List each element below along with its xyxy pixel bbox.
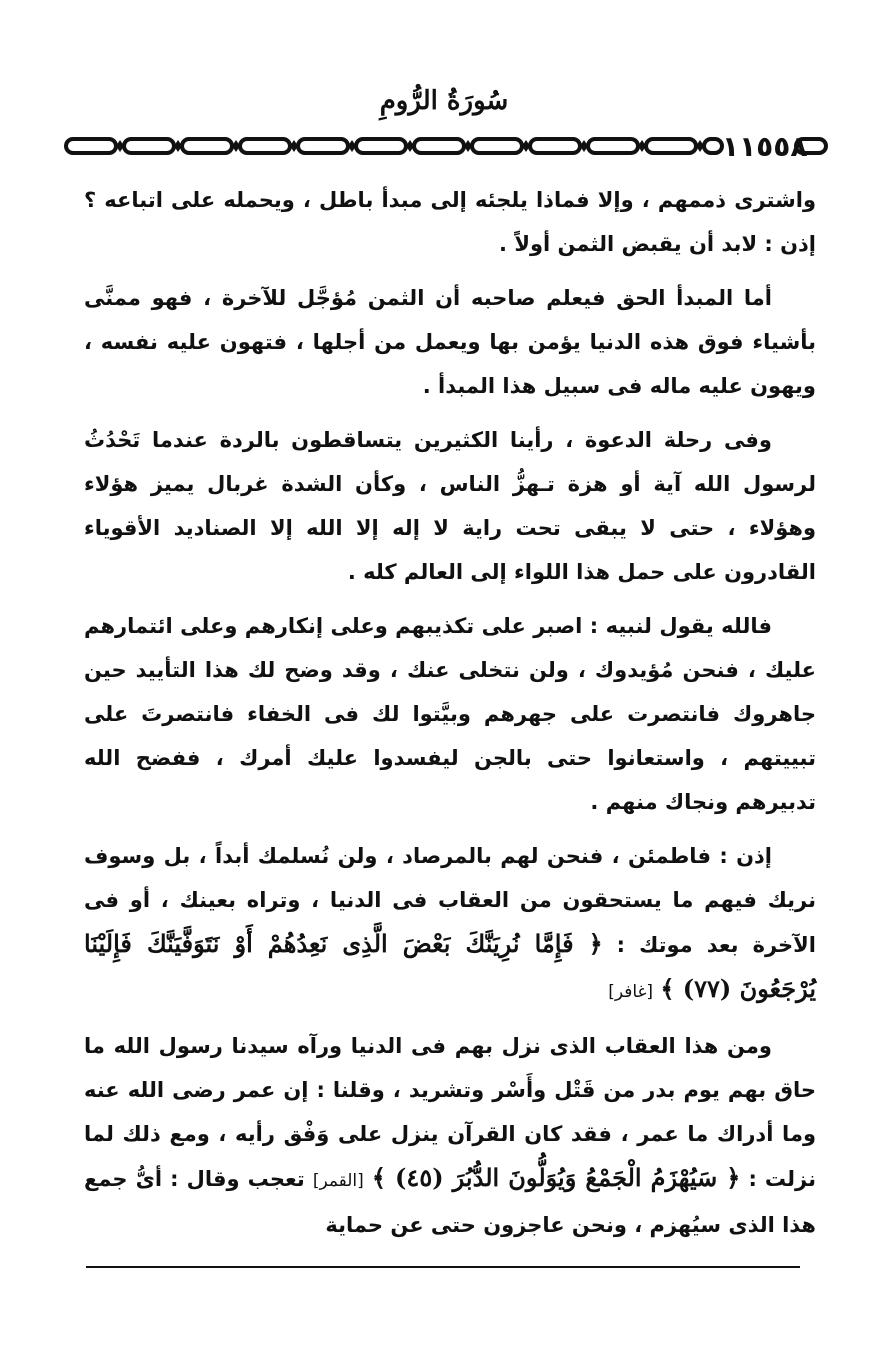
surah-reference: [غافر] xyxy=(608,982,654,1002)
quran-verse: ﴿ فَإِمَّا نُرِيَنَّكَ بَعْضَ الَّذِى نَعِدُهُمْ أَوْ نَتَوَفَّيَنَّكَ فَإِلَيْنَا يُرْجَعُونَ (٧٧) ﴾ xyxy=(84,929,816,1003)
chain-end-ornament xyxy=(794,134,828,158)
main-text xyxy=(84,178,816,1257)
paragraph: واشترى ذممهم ، وإلا فماذا يلجئه إلى مبدأ باطل ، ويحمله على اتباعه ؟ إذن : لابد أن يقبض الثمن أولاً . xyxy=(84,188,816,256)
chain-border-ornament xyxy=(64,134,724,158)
surah-title: سُورَةُ الرُّومِ xyxy=(379,86,509,116)
paragraph: أما المبدأ الحق فيعلم صاحبه أن الثمن مُؤجَّل للآخرة ، فهو ممنَّى بأشياء فوق هذه الدنيا يؤمن بها ويعمل من أجلها ، فتهون عليه نفسه ، ويهون عليه ماله فى سبيل هذا المبدأ . xyxy=(84,286,816,398)
paragraph-text: إذن : فاطمئن ، فنحن لهم بالمرصاد ، ولن نُسلمك أبداً ، بل وسوف نريك فيهم ما يستحقون من العقاب فى الدنيا ، وتراه بعينك ، أو فى الآخرة بعد موتك : xyxy=(84,844,816,957)
quran-verse: ﴿ سَيُهْزَمُ الْجَمْعُ وَيُوَلُّونَ الدُّبُرَ (٤٥) ﴾ xyxy=(371,1163,741,1192)
page-number: ١١٥٥٨ xyxy=(722,130,808,163)
paragraph: وفى رحلة الدعوة ، رأينا الكثيرين يتساقطون بالردة عندما تَحْدُثُ لرسول الله آية أو هزة تـهزُّ الناس ، وكأن الشدة غربال يميز هؤلاء وهؤلاء ، حتى لا يبقى تحت راية لا إله إلا الله إلا الصناديد الأقوياء القادرون على حمل هذا اللواء إلى العالم كله . xyxy=(84,428,816,584)
surah-reference: [القمر] xyxy=(312,1171,364,1191)
paragraph-with-ayah xyxy=(84,834,816,1014)
footnote-separator xyxy=(86,1266,800,1268)
paragraph: فالله يقول لنبيه : اصبر على تكذيبهم وعلى إنكارهم وعلى ائتمارهم عليك ، فنحن مُؤيدوك ، ولن نتخلى عنك ، وقد وضح لك هذا التأييد حين جاهروك فانتصرت على جهرهم وبيَّتوا لك فى الخفاء فانتصرتَ على تبييتهم ، واستعانوا حتى بالجن ليفسدوا عليك أمرك ، ففضح الله تدبيرهم ونجاك منهم . xyxy=(84,614,816,814)
paragraph-text: ومن هذا العقاب الذى نزل بهم فى الدنيا ورآه سيدنا رسول الله ما حاق بهم يوم بدر من قَتْل وأَسْر وتشريد ، وقلنا : إن عمر رضى الله عنه وما أدراك ما عمر ، فقد كان القرآن ينزل على وَفْق رأيه ، ومع ذلك لما نزلت : xyxy=(84,1034,816,1191)
paragraph-text-tail: تعجب وقال : أىُّ جمع هذا الذى سيُهزم ، ونحن عاجزون حتى عن حماية xyxy=(84,1167,816,1237)
paragraph-with-ayah xyxy=(84,1024,816,1247)
